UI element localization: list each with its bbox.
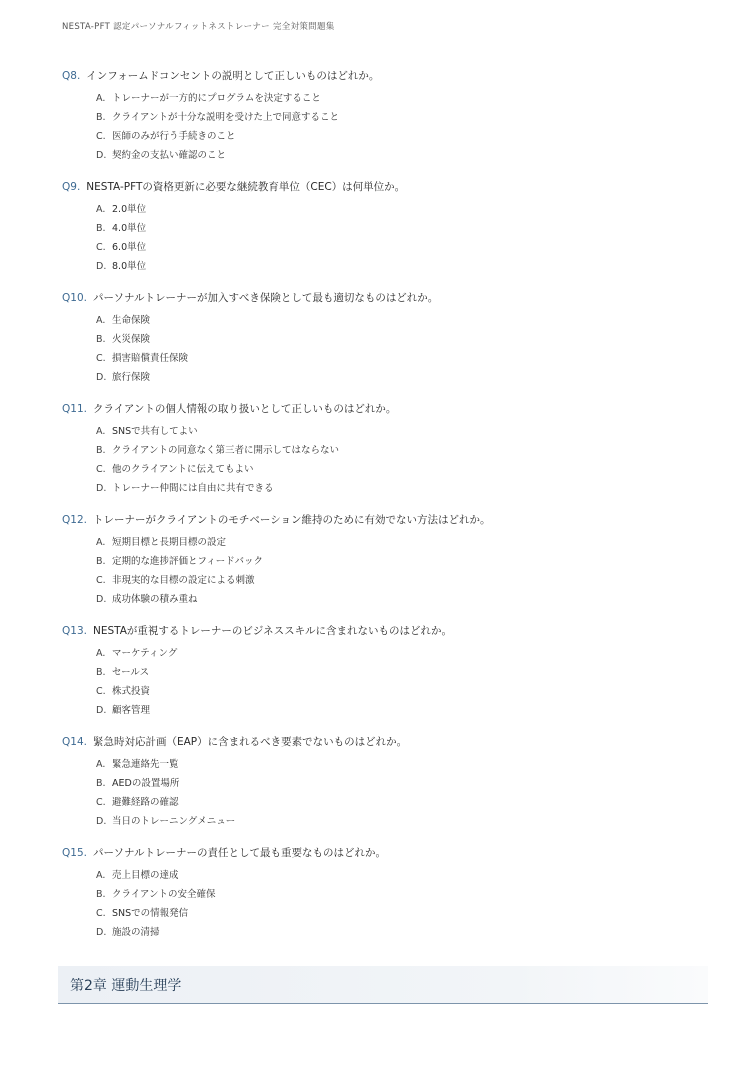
option-text: セールス <box>112 667 150 678</box>
option-text: AEDの設置場所 <box>112 778 180 789</box>
question-text: NESTA-PFTの資格更新に必要な継続教育単位（CEC）は何単位か。 <box>86 181 406 193</box>
question-item <box>62 68 702 179</box>
answer-option <box>96 533 702 552</box>
answer-options <box>96 866 702 942</box>
option-text: クライアントの同意なく第三者に開示してはならない <box>112 445 340 456</box>
answer-options <box>96 755 702 831</box>
option-letter: A. <box>96 204 106 215</box>
answer-options <box>96 422 702 498</box>
option-letter: B. <box>96 667 106 678</box>
option-letter: A. <box>96 648 106 659</box>
answer-option <box>96 682 702 701</box>
option-text: 火災保険 <box>112 334 151 345</box>
answer-options <box>96 533 702 609</box>
question-number: Q15. <box>62 847 87 859</box>
question-item <box>62 734 702 845</box>
question-text: パーソナルトレーナーが加入すべき保険として最も適切なものはどれか。 <box>92 292 439 304</box>
answer-option <box>96 460 702 479</box>
answer-option <box>96 923 702 942</box>
option-text: 株式投資 <box>112 686 151 697</box>
running-header: NESTA-PFT 認定パーソナルフィットネストレーナー 完全対策問題集 <box>62 22 335 32</box>
question-text: インフォームドコンセントの説明として正しいものはどれか。 <box>86 70 380 82</box>
option-letter: D. <box>96 483 107 494</box>
question-item <box>62 512 702 623</box>
answer-option <box>96 200 702 219</box>
answer-option <box>96 571 702 590</box>
answer-option <box>96 257 702 276</box>
option-text: 4.0単位 <box>112 223 147 234</box>
question-item <box>62 401 702 512</box>
answer-option <box>96 127 702 146</box>
question-number: Q11. <box>62 403 87 415</box>
question-item <box>62 179 702 290</box>
option-letter: D. <box>96 927 107 938</box>
option-text: 損害賠償責任保険 <box>112 353 189 364</box>
option-letter: B. <box>96 778 106 789</box>
question-text: トレーナーがクライアントのモチベーション維持のために有効でない方法はどれか。 <box>92 514 491 526</box>
question-number: Q8. <box>62 70 81 82</box>
answer-option <box>96 590 702 609</box>
option-letter: A. <box>96 870 106 881</box>
option-text: 当日のトレーニングメニュー <box>112 816 236 827</box>
answer-option <box>96 774 702 793</box>
answer-option <box>96 755 702 774</box>
answer-option <box>96 812 702 831</box>
option-text: 定期的な進捗評価とフィードバック <box>112 556 264 567</box>
answer-option <box>96 663 702 682</box>
answer-option <box>96 904 702 923</box>
option-letter: B. <box>96 556 106 567</box>
option-letter: B. <box>96 223 106 234</box>
question-text: NESTAが重視するトレーナーのビジネススキルに含まれないものはどれか。 <box>92 625 452 637</box>
option-letter: B. <box>96 445 106 456</box>
option-text: SNSで共有してよい <box>112 426 198 437</box>
option-letter: B. <box>96 889 106 900</box>
option-letter: A. <box>96 426 106 437</box>
question-stem <box>62 290 702 306</box>
option-text: 成功体験の積み重ね <box>112 594 198 605</box>
option-text: クライアントが十分な説明を受けた上で同意すること <box>112 112 340 123</box>
option-letter: C. <box>96 686 106 697</box>
question-number: Q9. <box>62 181 81 193</box>
answer-options <box>96 311 702 387</box>
option-letter: A. <box>96 537 106 548</box>
option-letter: D. <box>96 705 107 716</box>
answer-option <box>96 422 702 441</box>
question-stem <box>62 401 702 417</box>
option-letter: D. <box>96 816 107 827</box>
answer-option <box>96 701 702 720</box>
option-text: 施設の清掃 <box>112 927 160 938</box>
question-stem <box>62 845 702 861</box>
answer-option <box>96 644 702 663</box>
option-text: 非現実的な目標の設定による刺激 <box>112 575 255 586</box>
option-letter: C. <box>96 575 106 586</box>
question-text: パーソナルトレーナーの責任として最も重要なものはどれか。 <box>92 847 387 859</box>
question-item <box>62 290 702 401</box>
answer-option <box>96 552 702 571</box>
question-stem <box>62 512 702 528</box>
option-letter: C. <box>96 131 106 142</box>
answer-option <box>96 311 702 330</box>
question-stem <box>62 623 702 639</box>
answer-option <box>96 219 702 238</box>
answer-option <box>96 885 702 904</box>
option-letter: D. <box>96 261 107 272</box>
option-letter: D. <box>96 150 107 161</box>
answer-options <box>96 200 702 276</box>
option-text: 顧客管理 <box>112 705 151 716</box>
option-letter: C. <box>96 353 106 364</box>
answer-options <box>96 89 702 165</box>
question-number: Q13. <box>62 625 87 637</box>
answer-option <box>96 349 702 368</box>
answer-option <box>96 793 702 812</box>
question-number: Q14. <box>62 736 87 748</box>
option-letter: A. <box>96 759 106 770</box>
option-text: 緊急連絡先一覧 <box>112 759 179 770</box>
option-text: 他のクライアントに伝えてもよい <box>112 464 254 475</box>
option-text: 売上目標の達成 <box>112 870 179 881</box>
option-text: SNSでの情報発信 <box>112 908 189 919</box>
option-text: トレーナー仲間には自由に共有できる <box>112 483 274 494</box>
answer-option <box>96 441 702 460</box>
option-text: 短期目標と長期目標の設定 <box>112 537 227 548</box>
option-letter: A. <box>96 93 106 104</box>
option-letter: C. <box>96 908 106 919</box>
question-stem <box>62 68 702 84</box>
option-text: トレーナーが一方的にプログラムを決定すること <box>112 93 321 104</box>
chapter-title: 第2章 運動生理学 <box>70 978 182 994</box>
option-text: 2.0単位 <box>112 204 147 215</box>
option-letter: D. <box>96 372 107 383</box>
answer-option <box>96 866 702 885</box>
question-item <box>62 845 702 956</box>
option-text: 避難経路の確認 <box>112 797 179 808</box>
option-letter: C. <box>96 464 106 475</box>
option-text: 医師のみが行う手続きのこと <box>112 131 236 142</box>
answer-option <box>96 146 702 165</box>
option-text: 契約金の支払い確認のこと <box>112 150 227 161</box>
question-stem <box>62 734 702 750</box>
answer-option <box>96 238 702 257</box>
answer-options <box>96 644 702 720</box>
question-text: 緊急時対応計画（EAP）に含まれるべき要素でないものはどれか。 <box>92 736 408 748</box>
question-item <box>62 623 702 734</box>
answer-option <box>96 330 702 349</box>
option-letter: D. <box>96 594 107 605</box>
question-number: Q10. <box>62 292 87 304</box>
question-stem <box>62 179 702 195</box>
question-text: クライアントの個人情報の取り扱いとして正しいものはどれか。 <box>92 403 397 415</box>
option-letter: A. <box>96 315 106 326</box>
option-text: マーケティング <box>112 648 178 659</box>
option-text: 旅行保険 <box>112 372 151 383</box>
answer-option <box>96 368 702 387</box>
option-text: 8.0単位 <box>112 261 147 272</box>
option-letter: C. <box>96 797 106 808</box>
option-letter: C. <box>96 242 106 253</box>
answer-option <box>96 108 702 127</box>
option-text: 6.0単位 <box>112 242 147 253</box>
option-letter: B. <box>96 112 106 123</box>
option-letter: B. <box>96 334 106 345</box>
question-list <box>62 68 702 956</box>
option-text: クライアントの安全確保 <box>112 889 216 900</box>
option-text: 生命保険 <box>112 315 151 326</box>
answer-option <box>96 479 702 498</box>
answer-option <box>96 89 702 108</box>
question-number: Q12. <box>62 514 87 526</box>
chapter-heading-band <box>58 966 708 1004</box>
